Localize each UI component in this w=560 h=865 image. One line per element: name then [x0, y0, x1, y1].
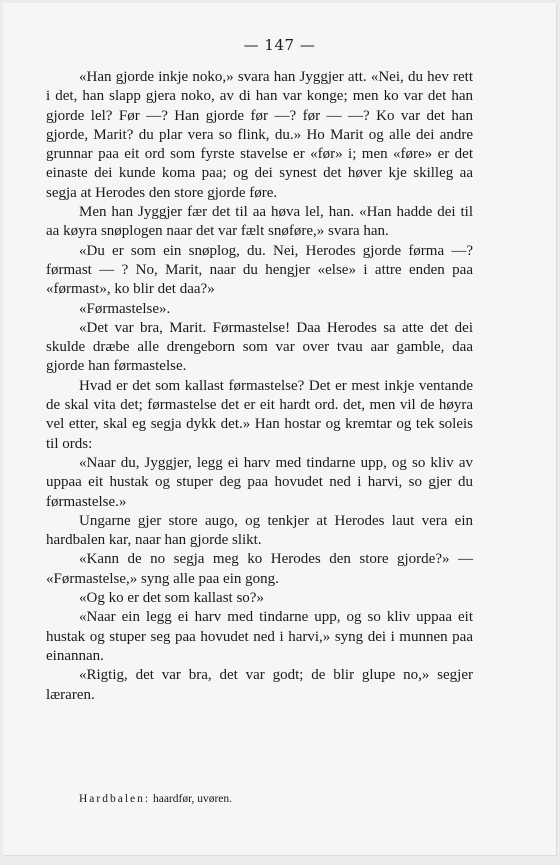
body-text [46, 68, 473, 705]
book-page [3, 3, 556, 855]
paragraph: Ungarne gjer store augo, og tenkjer at Herodes laut vera ein hardbalen kar, naar han gjorde slikt. [46, 512, 473, 549]
page-number: — 147 — [243, 36, 316, 54]
footnote-term: Hardbalen: [79, 793, 151, 805]
paragraph: «Det var bra, Marit. Førmastelse! Daa Herodes sa atte det dei skulde dræbe alle drengeborn som var over tvau aar gamble, daa gjorde han førmastelse. [46, 319, 473, 375]
paragraph: «Du er som ein snøplog, du. Nei, Herodes gjorde førma —? førmast — ? No, Marit, naar du hengjer «else» i attre enden paa «førmast», ko blir det daa?» [46, 242, 473, 298]
paragraph: Men han Jyggjer fær det til aa høva lel, han. «Han hadde dei til aa køyra snøplogen naar det var fælt snøføre,» svara han. [46, 204, 473, 240]
paragraph: «Naar ein legg ei harv med tindarne upp, og so kliv uppaa eit hustak og stuper seg paa hovudet ned i harvi,» syng dei i munnen paa einannan. [46, 609, 473, 664]
footnote [79, 793, 232, 805]
paragraph: «Han gjorde inkje noko,» svara han Jyggjer att. «Nei, du hev rett i det, han slapp gjera noko, av di han var konge; men ko var det han gjorde lel? Før —? Han gjorde før —? før — —? Ko var det han gjorde, Marit? du plar vera so flink, du.» Ho Marit og alle dei andre grunnar paa eit ord som fyrste stavelse er «før» i; men «føre» er det einaste dei kunde koma paa; og dei synest det høver kje skilleg aa segja at Herodes den store gjorde føre. [46, 69, 473, 201]
paragraph: «Og ko er det som kallast so?» [79, 590, 264, 607]
paragraph: «Naar du, Jyggjer, legg ei harv med tindarne upp, og so kliv av uppaa eit hustak og stuper deg paa hovudet ned i harvi, so gjer du førmastelse.» [46, 454, 473, 510]
paragraph: Hvad er det som kallast førmastelse? Det er mest inkje ventande de skal vita det; førmastelse det er eit hardt ord. det, men vil de høyra vel etter, skal eg segja dykk det.» Han hostar og kremtar og tek soleis til ords: [46, 377, 473, 452]
paragraph: «Rigtig, det var bra, det var godt; de blir glupe no,» segjer læraren. [46, 667, 473, 703]
paragraph: «Kann de no segja meg ko Herodes den store gjorde?» — «Førmastelse,» syng alle paa ein gong. [46, 551, 473, 587]
paragraph: «Førmastelse». [79, 300, 171, 317]
footnote-definition: haardfør, uvøren. [152, 793, 233, 805]
